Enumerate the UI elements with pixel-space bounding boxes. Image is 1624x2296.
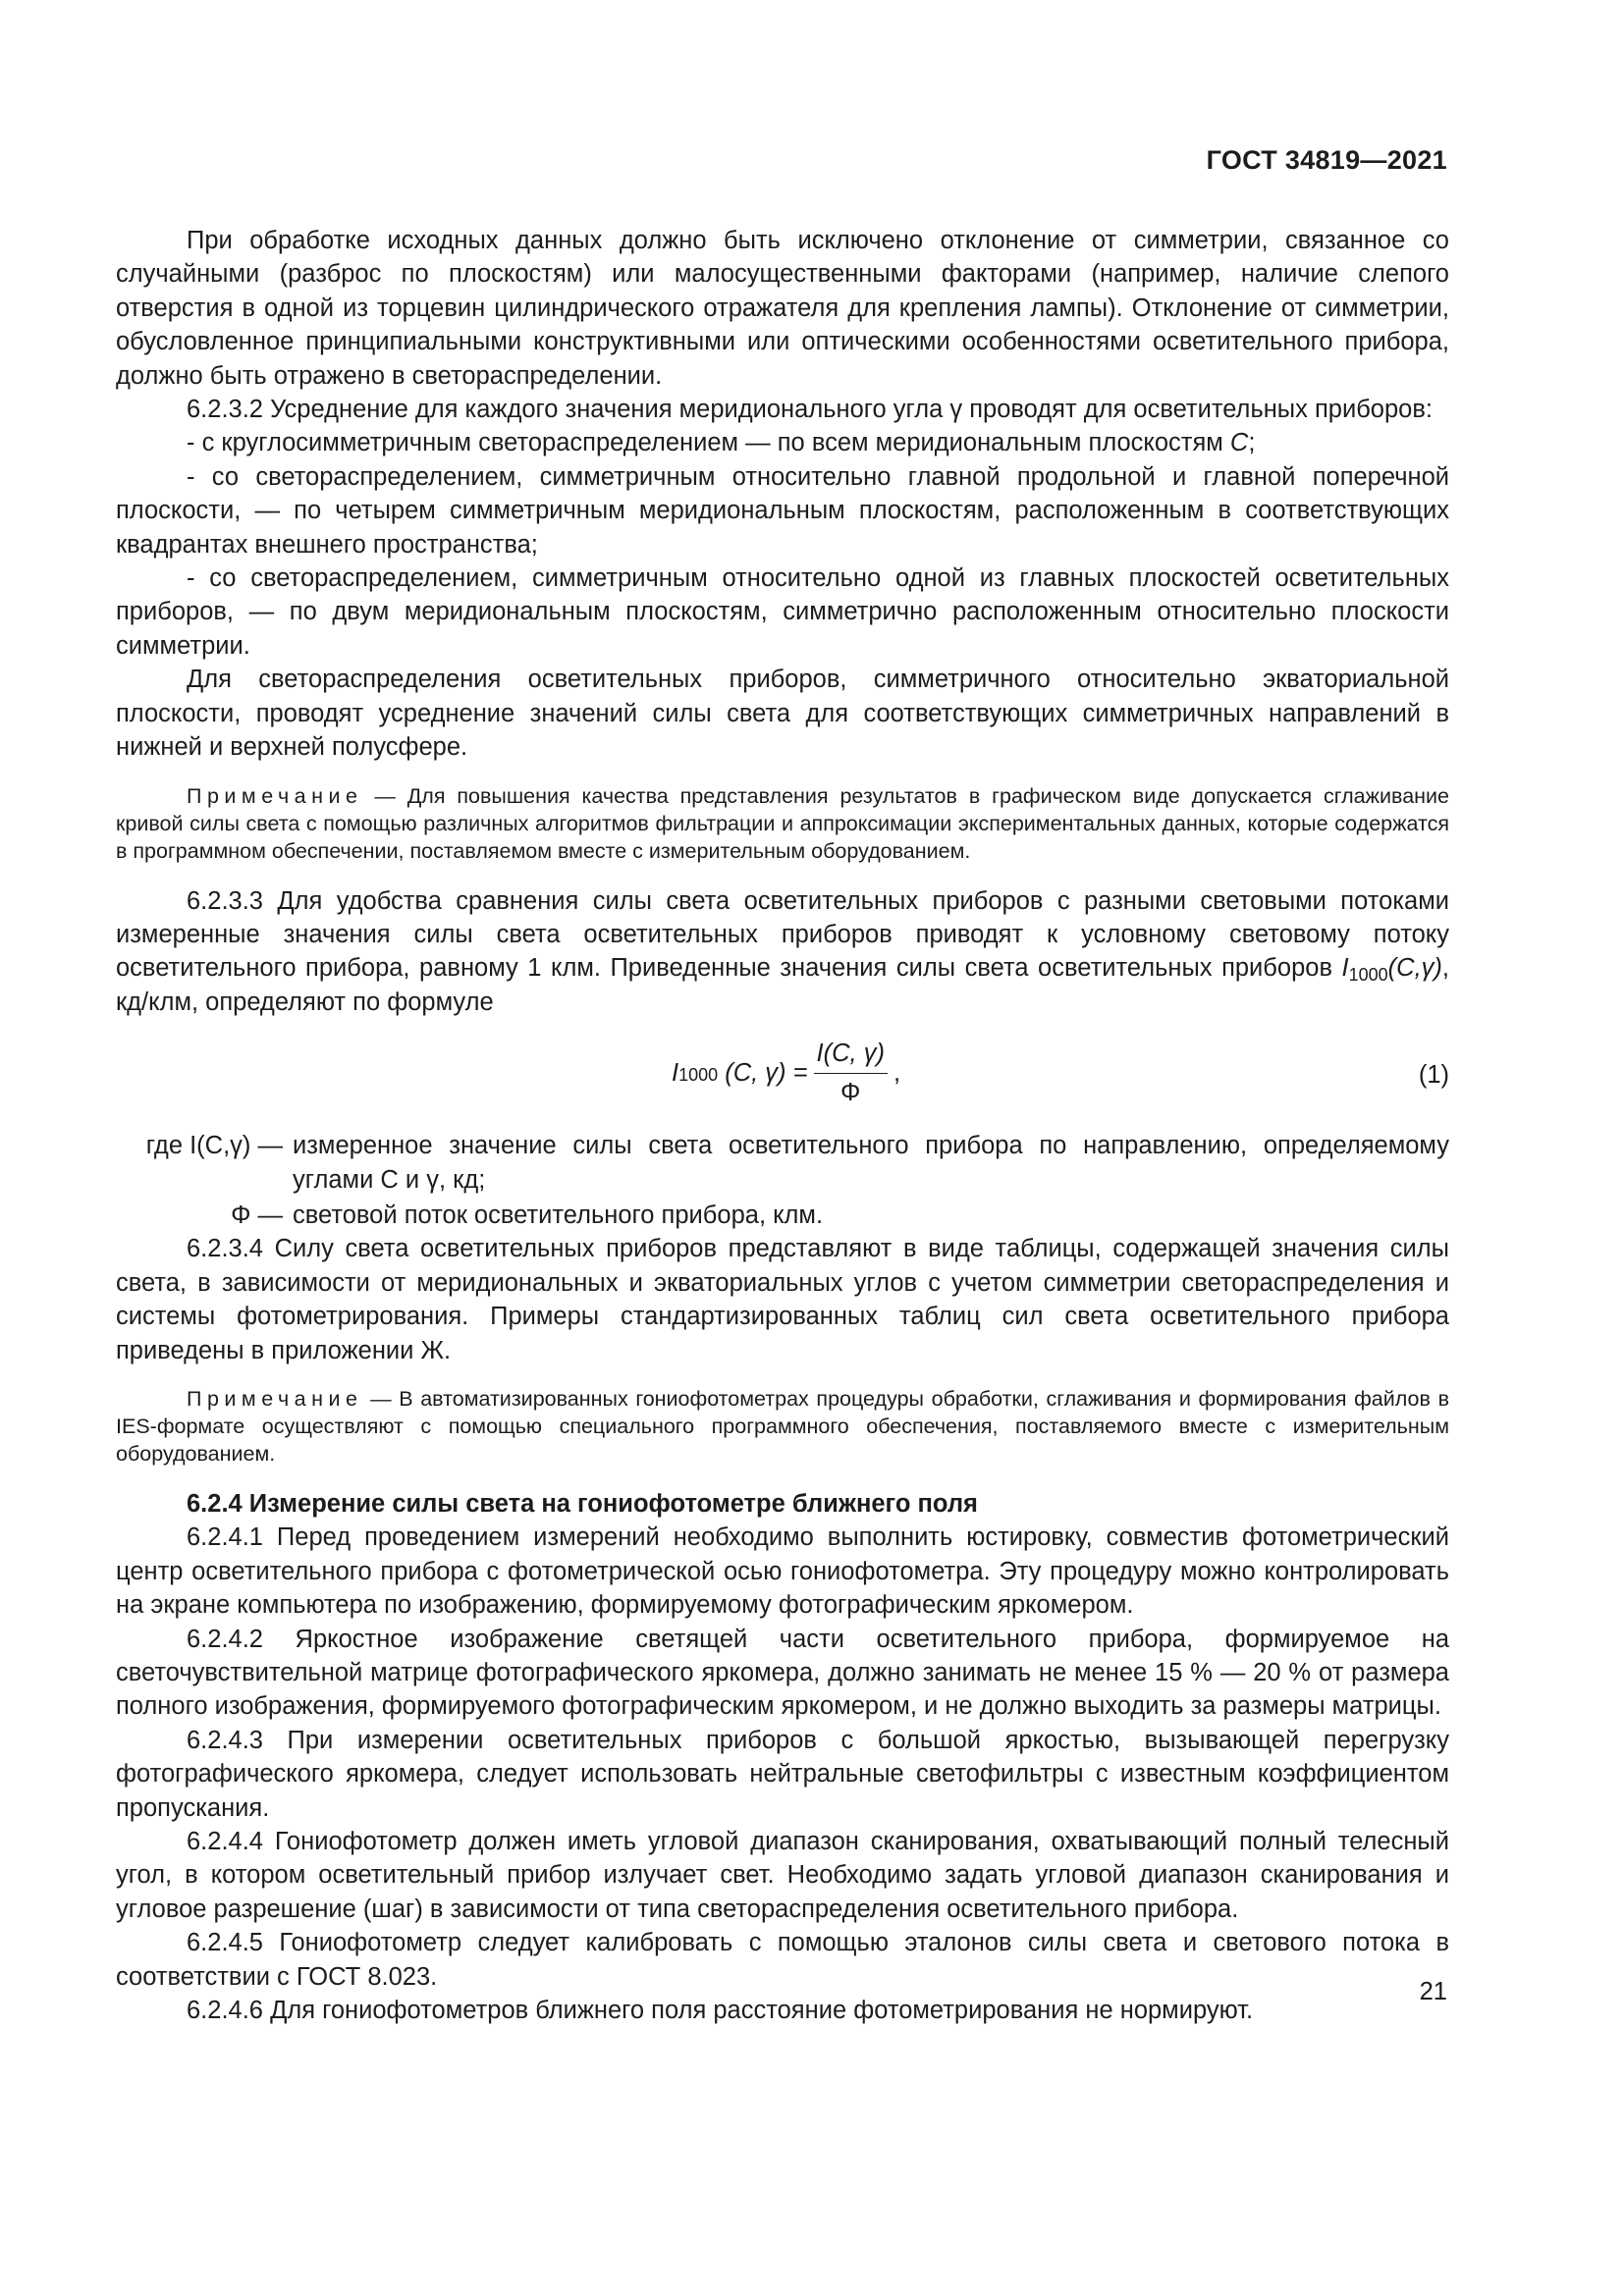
paragraph-6-2-4-2: 6.2.4.2 Яркостное изображение светящей части осветительного прибора, формируемое на светочувствительной матрице фотографического яркомера, должно занимать не менее 15 % — 20 % от размера полного изображения, формируемого фотографическим яркомером, и не должно выходить за размеры матрицы.	[116, 1625, 1449, 1721]
where-term: Φ —	[231, 1201, 283, 1229]
formula-1: I 1000 (C, γ) = $\frac{I(C, \gamma)}{\Phi}$ ,	[672, 1037, 900, 1109]
list-item-circular-symmetric: - с круглосимметричным светораспределением — по всем меридиональным плоскостям C;	[187, 429, 1256, 457]
paragraph-symmetry-deviation: При обработке исходных данных должно быть исключено отклонение от симметрии, связанное со случайными (разброс по плоскостям) или малосущественными факторами (например, наличие слепого отверстия в одной из торцевин цилиндрического отражателя для крепления лампы). Отклонение от симметрии, обусловленное принципиальными конструктивными или оптическими особенностями осветительного прибора, должно быть отражено в светораспределении.	[116, 227, 1449, 390]
note-ies-format: Примечание — В автоматизированных гониофотометрах процедуры обработки, сглаживания и формирования файлов в IES-формате осуществляют с помощью специального программного обеспечения, поставляемого вместе с измерительным оборудованием.	[116, 1386, 1449, 1466]
where-definition: световой поток осветительного прибора, клм.	[293, 1201, 824, 1229]
list-item-one-plane-symmetric: - со светораспределением, симметричным относительно одной из главных плоскостей осветительных приборов, — по двум меридиональным плоскостям, симметрично расположенным относительно плоскости симметрии.	[116, 564, 1449, 660]
section-heading-6-2-4: 6.2.4 Измерение силы света на гониофотометре ближнего поля	[187, 1489, 978, 1518]
list-item-two-plane-symmetric: - со светораспределением, симметричным относительно главной продольной и главной поперечной плоскости, — по четырем симметричным меридиональным плоскостям, расположенным в соответствующих квадрантах внешнего пространства;	[116, 462, 1449, 559]
document-header: ГОСТ 34819—2021	[1206, 145, 1447, 175]
paragraph-6-2-4-1: 6.2.4.1 Перед проведением измерений необходимо выполнить юстировку, совместив фотометрический центр осветительного прибора с фотометрической осью гониофотометра. Эту процедуру можно контролировать на экране компьютера по изображению, формируемому фотографическим яркомером.	[116, 1523, 1449, 1620]
formula-number: (1)	[1418, 1061, 1449, 1090]
where-item-flux	[116, 1199, 1449, 1232]
formula-numerator: I(C, γ)	[814, 1037, 888, 1073]
paragraph-equatorial-symmetry: Для светораспределения осветительных приборов, симметричного относительно экваториальной плоскости, проводят усреднение значений силы света для соответствующих симметричных направлений в нижней и верхней полусфере.	[116, 666, 1449, 762]
paragraph-6-2-3-2: 6.2.3.2 Усреднение для каждого значения меридионального угла γ проводят для осветительных приборов:	[187, 396, 1433, 424]
formula-block	[116, 1029, 1449, 1123]
document-body	[116, 224, 1449, 2027]
note-label: Примечание	[187, 783, 363, 808]
formula-lhs: I 1000 (C, γ) =	[672, 1058, 808, 1087]
where-definition: измеренное значение силы света осветительного прибора по направлению, определяемому углами C и γ, кд;	[293, 1132, 1449, 1194]
note-smoothing: Примечание — Для повышения качества представления результатов в графическом виде допускается сглаживание кривой силы света с помощью различных алгоритмов фильтрации и аппроксимации экспериментальных данных, которые содержатся в программном обеспечении, поставляемом вместе с измерительным оборудованием.	[116, 783, 1449, 863]
page-number: 21	[1419, 1978, 1447, 2005]
paragraph-6-2-4-5: 6.2.4.5 Гониофотометр следует калибровать с помощью эталонов силы света и светового потока в соответствии с ГОСТ 8.023.	[116, 1929, 1449, 1991]
note-label: Примечание	[187, 1386, 363, 1411]
paragraph-6-2-4-6: 6.2.4.6 Для гониофотометров ближнего поля расстояние фотометрирования не нормируют.	[187, 1997, 1254, 2025]
paragraph-6-2-3-4: 6.2.3.4 Силу света осветительных приборов представляют в виде таблицы, содержащей значения силы света, в зависимости от меридиональных и экваториальных углов с учетом симметрии светораспределения и системы фотометрирования. Примеры стандартизированных таблиц сил света осветительного прибора приведены в приложении Ж.	[116, 1235, 1449, 1364]
formula-fraction	[814, 1037, 888, 1109]
paragraph-6-2-4-3: 6.2.4.3 При измерении осветительных приборов с большой яркостью, вызывающей перегрузку фотографического яркомера, следует использовать нейтральные светофильтры с известным коэффициентом пропускания.	[116, 1726, 1449, 1822]
formula-denominator: Φ	[840, 1078, 861, 1106]
paragraph-6-2-4-4: 6.2.4.4 Гониофотометр должен иметь угловой диапазон сканирования, охватывающий полный телесный угол, в котором осветительный прибор излучает свет. Необходимо задать угловой диапазон сканирования и угловое разрешение (шаг) в зависимости от типа светораспределения осветительного прибора.	[116, 1828, 1449, 1923]
where-term: где I(C,γ) —	[145, 1132, 283, 1160]
where-item-intensity	[116, 1129, 1449, 1197]
paragraph-6-2-3-3: 6.2.3.3 Для удобства сравнения силы света осветительных приборов с разными световыми потоками измеренные значения силы света осветительных приборов приводят к условному световому потоку осветительного прибора, равному 1 клм. Приведенные значения силы света осветительных приборов $I_{1000}(C,\gamma)$, кд/клм, определяют по формуле	[116, 886, 1449, 1016]
